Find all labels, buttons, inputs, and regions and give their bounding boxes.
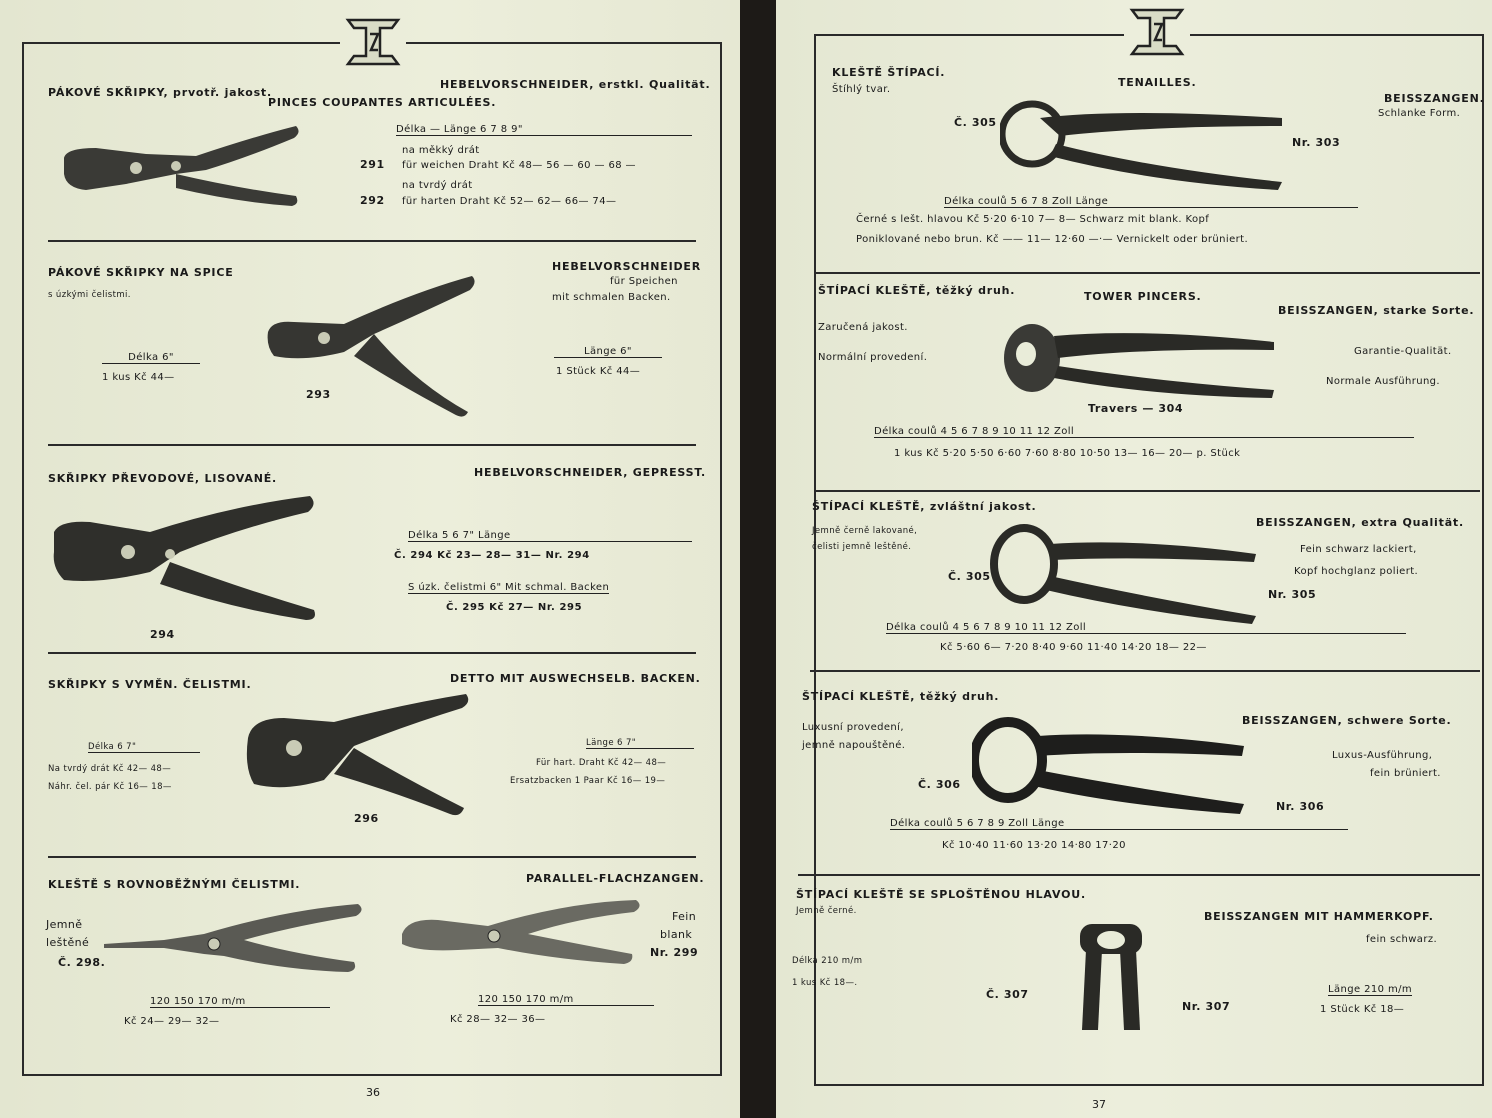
item-number: Č. 305 (948, 570, 991, 583)
price-label: 1 kus Kč 44— (102, 372, 175, 383)
description: jemně napouštěné. (802, 740, 906, 751)
section-title-de: DETTO MIT AUSWECHSELB. BACKEN. (450, 672, 701, 685)
end-nippers-illustration (990, 520, 1260, 626)
end-nippers-illustration (972, 716, 1248, 816)
section-title-cz: PÁKOVÉ SKŘIPKY, prvotř. jakost. (48, 86, 272, 99)
section-title-cz: SKŘIPKY S VYMĚN. ČELISTMI. (48, 678, 252, 691)
section-subtitle-cz: Jemně černé. (796, 906, 857, 916)
table-header: Délka coulů 5 6 7 8 Zoll Länge (944, 196, 1358, 208)
finish-label: leštěné (46, 936, 90, 949)
section-divider (816, 490, 1480, 492)
table-header: Délka — Länge 6 7 8 9" (396, 124, 692, 136)
item-number: 296 (354, 812, 379, 825)
section-divider (810, 670, 1480, 672)
frame-top-left (814, 34, 1124, 36)
model-label: Normale Ausführung. (1326, 376, 1441, 387)
section-title-de: BEISSZANGEN. (1384, 92, 1485, 105)
item-number: 294 (150, 628, 175, 641)
section-divider (816, 272, 1480, 274)
length-label: Délka 210 m/m (792, 956, 863, 966)
item-number: Nr. 305 (1268, 588, 1317, 601)
price-row: 1 kus Kč 5·20 5·50 6·60 7·60 8·80 10·50 13— 16— 20— p. Stück (894, 448, 1241, 459)
item-number: Nr. 306 (1276, 800, 1325, 813)
item-number: Nr. 299 (650, 946, 699, 959)
description: Kopf hochglanz poliert. (1294, 566, 1419, 577)
section-title-cz: KLEŠTĚ S ROVNOBĚŽNÝMI ČELISTMI. (48, 878, 301, 891)
page-number: 36 (366, 1086, 380, 1099)
length-label: Délka 6" (102, 352, 200, 364)
table-header: Délka 6 7" (88, 742, 200, 753)
model-label: Normální provedení. (818, 352, 928, 363)
description: Fein schwarz lackiert, (1300, 544, 1417, 555)
item-number: Č. 306 (918, 778, 961, 791)
quality-label: Zaručená jakost. (818, 322, 908, 333)
description: čelisti jemně leštěné. (812, 542, 912, 552)
description: Luxus-Ausführung, (1332, 750, 1433, 761)
section-title-de: HEBELVORSCHNEIDER (552, 260, 701, 273)
prices-row: Kč 28— 32— 36— (450, 1014, 546, 1025)
length-label: Länge 6" (554, 346, 662, 358)
finish-label: Jemně (46, 918, 83, 931)
section-divider (48, 444, 696, 446)
flat-pliers-illustration (104, 900, 368, 984)
item-number: 293 (306, 388, 331, 401)
section-title-fr: TENAILLES. (1118, 76, 1197, 89)
end-nippers-illustration (1002, 318, 1278, 402)
price-label: 1 Stück Kč 44— (556, 366, 641, 377)
finish-label: blank (660, 928, 693, 941)
section-title-de: BEISSZANGEN, extra Qualität. (1256, 516, 1464, 529)
section-subtitle-de: für Speichen (610, 276, 678, 287)
price-row: Kč 5·60 6— 7·20 8·40 9·60 11·40 14·20 18— 22— (940, 642, 1207, 653)
section-title-de: PARALLEL-FLACHZANGEN. (526, 872, 705, 885)
flat-pliers-illustration (398, 896, 644, 980)
section-title-cz: ŠTÍPACÍ KLEŠTĚ SE SPLOŠTĚNOU HLAVOU. (796, 888, 1086, 901)
table-header: Délka coulů 4 5 6 7 8 9 10 11 12 Zoll (874, 426, 1414, 438)
section-divider (48, 652, 696, 654)
row-label: na měkký drát (402, 145, 480, 156)
section-title-cz: ŠTÍPACÍ KLEŠTĚ, těžký druh. (818, 284, 1016, 297)
item-number: Č. 305 (954, 116, 997, 129)
price-row: Náhr. čel. pár Kč 16— 18— (48, 782, 172, 792)
item-number: 291 (360, 158, 385, 171)
item-number: Nr. 307 (1182, 1000, 1231, 1013)
end-cutter-pliers-illustration (264, 272, 484, 422)
section-title-de: BEISSZANGEN, starke Sorte. (1278, 304, 1475, 317)
section-subtitle-de: fein schwarz. (1366, 934, 1438, 945)
price-row: Kč 10·40 11·60 13·20 14·80 17·20 (942, 840, 1126, 851)
end-nippers-illustration (1000, 98, 1286, 192)
quality-label: Garantie-Qualität. (1354, 346, 1452, 357)
item-number: Č. 298. (58, 956, 106, 969)
hammerhead-nippers-illustration (1076, 920, 1146, 1032)
price-row: Für hart. Draht Kč 42— 48— (536, 758, 667, 768)
item-label: Travers — 304 (1088, 402, 1184, 415)
length-label: Länge 210 m/m (1328, 984, 1413, 995)
section-title-de: BEISSZANGEN MIT HAMMERKOPF. (1204, 910, 1434, 923)
table-header: S úzk. čelistmi 6" Mit schmal. Backen (408, 582, 610, 593)
price-row: Č. 294 Kč 23— 28— 31— Nr. 294 (394, 550, 590, 561)
section-title-de: HEBELVORSCHNEIDER, erstkl. Qualität. (440, 78, 711, 91)
end-cutter-pliers-illustration (50, 492, 320, 624)
section-divider (48, 856, 696, 858)
price-row: Na tvrdý drát Kč 42— 48— (48, 764, 172, 774)
section-title-fr: PINCES COUPANTES ARTICULÉES. (268, 96, 497, 109)
section-title-de: HEBELVORSCHNEIDER, GEPRESST. (474, 466, 706, 479)
description: fein brüniert. (1370, 768, 1441, 779)
description: Jemně černě lakované, (812, 526, 918, 536)
sizes-row: 120 150 170 m/m (150, 996, 330, 1008)
item-number: Č. 307 (986, 988, 1029, 1001)
end-cutter-pliers-illustration (56, 118, 306, 218)
prices-row: Kč 24— 29— 32— (124, 1016, 220, 1027)
sizes-row: 120 150 170 m/m (478, 994, 654, 1006)
frame-top-right (1190, 34, 1482, 36)
page-number: 37 (1092, 1098, 1106, 1111)
end-cutter-pliers-illustration (244, 688, 474, 820)
left-page (0, 0, 740, 1118)
section-subtitle-de: mit schmalen Backen. (552, 292, 671, 303)
section-title-cz: ŠTÍPACÍ KLEŠTĚ, těžký druh. (802, 690, 1000, 703)
finish-label: Fein (672, 910, 697, 923)
section-title-cz: ŠTÍPACÍ KLEŠTĚ, zvláštní jakost. (812, 500, 1037, 513)
description: Luxusní provedení, (802, 722, 904, 733)
section-title-fr: TOWER PINCERS. (1084, 290, 1202, 303)
frame-top-right (406, 42, 720, 44)
section-subtitle-cz: Štíhlý tvar. (832, 84, 891, 95)
price-label: 1 kus Kč 18—. (792, 978, 858, 988)
section-title-cz: KLEŠTĚ ŠTÍPACÍ. (832, 66, 946, 79)
section-title-cz: SKŘIPKY PŘEVODOVÉ, LISOVANÉ. (48, 472, 277, 485)
item-number: Nr. 303 (1292, 136, 1341, 149)
row-label: na tvrdý drát (402, 180, 473, 191)
section-subtitle-de: Schlanke Form. (1378, 108, 1461, 119)
right-page (776, 0, 1492, 1118)
frame-top-left (22, 42, 340, 44)
section-subtitle-cz: s úzkými čelistmi. (48, 290, 131, 300)
price-row: Ersatzbacken 1 Paar Kč 16— 19— (510, 776, 666, 786)
section-title-de: BEISSZANGEN, schwere Sorte. (1242, 714, 1452, 727)
table-header: Délka coulů 5 6 7 8 9 Zoll Länge (890, 818, 1348, 830)
item-number: 292 (360, 194, 385, 207)
row-price: für weichen Draht Kč 48— 56 — 60 — 68 — (402, 160, 636, 171)
table-header: Länge 6 7" (586, 738, 694, 749)
price-row: Černé s lešt. hlavou Kč 5·20 6·10 7— 8— Schwarz mit blank. Kopf (856, 214, 1210, 225)
row-price: für harten Draht Kč 52— 62— 66— 74— (402, 196, 617, 207)
section-title-cz: PÁKOVÉ SKŘIPKY NA SPICE (48, 266, 234, 279)
price-row: Poniklované nebo brun. Kč —— 11— 12·60 —·— Vernickelt oder brüniert. (856, 234, 1249, 245)
section-divider (798, 874, 1480, 876)
section-divider (48, 240, 696, 242)
table-header: Délka coulů 4 5 6 7 8 9 10 11 12 Zoll (886, 622, 1406, 634)
price-row: Č. 295 Kč 27— Nr. 295 (446, 602, 583, 613)
price-label: 1 Stück Kč 18— (1320, 1004, 1405, 1015)
table-header: Délka 5 6 7" Länge (408, 530, 692, 542)
